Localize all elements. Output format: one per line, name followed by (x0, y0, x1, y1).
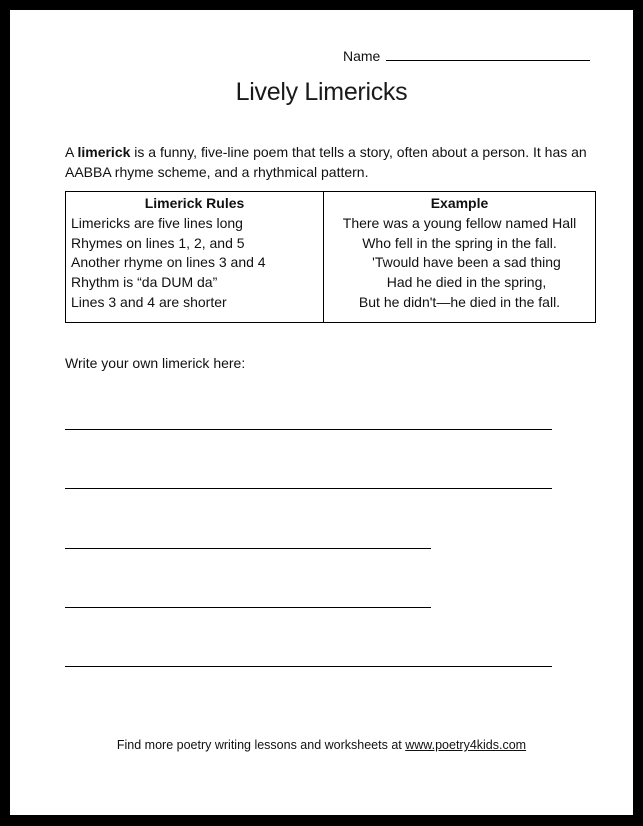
writing-line-3[interactable] (65, 548, 431, 549)
intro-bold-term: limerick (77, 144, 131, 160)
example-line: There was a young fellow named Hall (342, 214, 577, 231)
footer-text: Find more poetry writing lessons and worksheets at (116, 738, 406, 752)
intro-paragraph (65, 142, 605, 182)
rule-item: Lines 3 and 4 are shorter (71, 293, 227, 310)
name-field-row (343, 48, 590, 64)
worksheet-page (10, 10, 633, 815)
intro-text: is a funny, five-line poem that tells a story, often about a person. It has an AABBA rhyme scheme, and a rhythmical pattern. (65, 144, 587, 180)
worksheet-title: Lively Limericks (235, 78, 408, 106)
rule-item: Rhymes on lines 1, 2, and 5 (71, 234, 245, 251)
example-line: Who fell in the spring in the fall. (362, 234, 557, 251)
example-column (324, 192, 595, 322)
name-blank-line[interactable] (386, 59, 590, 61)
writing-line-5[interactable] (65, 666, 552, 667)
footer-link[interactable]: www.poetry4kids.com (405, 738, 527, 752)
example-line: 'Twould have been a sad thing (372, 254, 561, 271)
rules-column (66, 192, 324, 322)
footer (10, 738, 633, 752)
rules-header: Limerick Rules (144, 195, 245, 211)
intro-prefix: A (65, 144, 78, 160)
rule-item: Another rhyme on lines 3 and 4 (71, 254, 266, 271)
writing-line-4[interactable] (65, 607, 431, 608)
write-prompt: Write your own limerick here: (65, 355, 246, 371)
rule-item: Rhythm is “da DUM da” (71, 274, 218, 291)
name-label: Name (343, 48, 381, 64)
writing-line-1[interactable] (65, 429, 552, 430)
example-header: Example (430, 195, 489, 211)
example-line: But he didn't—he died in the fall. (358, 293, 561, 310)
writing-line-2[interactable] (65, 488, 552, 489)
rules-example-table (65, 191, 596, 323)
example-line: Had he died in the spring, (386, 274, 547, 291)
rule-item: Limericks are five lines long (71, 214, 243, 231)
